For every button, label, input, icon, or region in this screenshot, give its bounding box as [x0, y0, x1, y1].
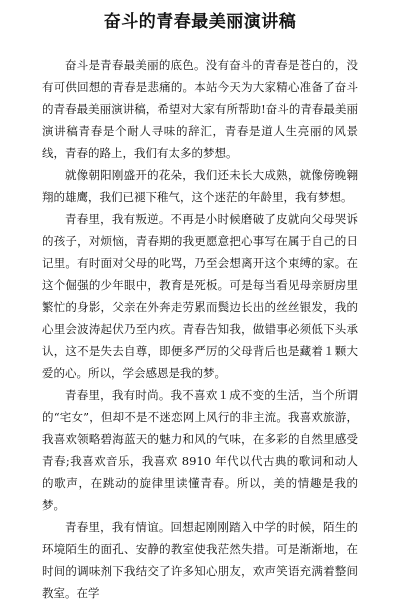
paragraph: 青春里，我有叛逆。不再是小时候磨破了皮就向父母哭诉的孩子，对烦恼，青春期的我更愿意把心事写在属于自己的日记里。有时面对父母的叱骂，乃至会想离开这个束缚的家。在这个倔强的少年眼中，教育是死板。可是每当看见母亲厨房里繁忙的身影，父亲在外奔走劳累而鬓边长出的丝丝银发，我的心里会波涛起伏乃至内疚。青春告知我，做错事必须低下头承认，这不是失去自尊，即便多严厉的父母背后也是藏着１颗大爱的心。所以，学会感恩是我的梦。: [42, 212, 358, 380]
paragraph: 青春里，我有情谊。回想起刚刚踏入中学的时候，陌生的环境陌生的面孔、安静的教室使我茫然失措。可是渐渐地，在时间的调味剂下我结交了许多知心朋友，欢声笑语充满着整间教室。在学: [42, 520, 358, 600]
paragraph: 青春里，我有时尚。我不喜欢１成不变的生活，当个所谓的“宅女”，但却不是不迷恋网上风行的非主流。我喜欢旅游，我喜欢领略碧海蓝天的魅力和风的气味，在多彩的自然里感受青春;我喜欢音乐，我喜欢 8910 年代以代古典的歌词和动人的歌声，在跳动的旋律里读懂青春。所以，美的情趣是我的梦。: [42, 388, 358, 512]
document-title: 奋斗的青春最美丽演讲稿: [103, 12, 297, 32]
paragraph: 奋斗是青春最美丽的底色。没有奋斗的青春是苍白的，没有可供回想的青春是悲痛的。本站今天为大家精心准备了奋斗的青春最美丽演讲稿，希望对大家有所帮助!奋斗的青春最美丽演讲稿青春是个耐人寻味的辞汇，青春是道人生亮丽的风景线，青春的路上，我们有太多的梦想。: [42, 58, 358, 160]
paragraph: 就像朝阳刚盛开的花朵，我们还未长大成熟，就像傍晚翱翔的雄鹰，我们已褪下稚气，这个迷茫的年龄里，我有梦想。: [42, 168, 358, 204]
document-body: [42, 54, 358, 604]
